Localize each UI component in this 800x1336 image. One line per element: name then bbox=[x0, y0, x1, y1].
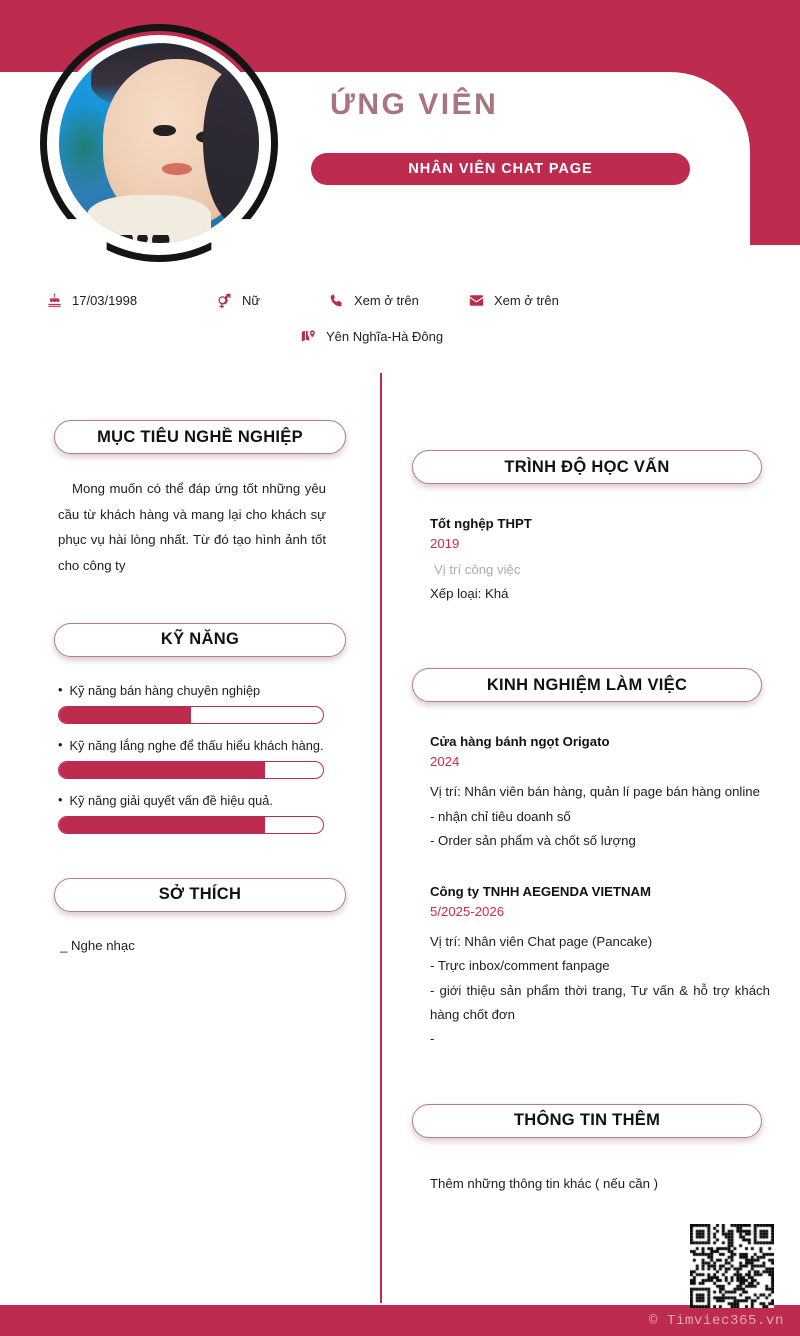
contact-address bbox=[300, 328, 443, 345]
additional-info-text: Thêm những thông tin khác ( nếu cần ) bbox=[430, 1175, 659, 1191]
education-entry-line: Xếp loại: Khá bbox=[430, 586, 509, 601]
skill-progress-fill bbox=[59, 817, 265, 833]
experience-entry-line: - Order sản phẩm và chốt số lượng bbox=[430, 833, 636, 849]
skills-list bbox=[58, 683, 348, 834]
skill-item bbox=[58, 793, 348, 834]
birthday-cake-icon bbox=[46, 292, 63, 309]
section-header-hobbies bbox=[54, 878, 346, 912]
contact-gender-value: Nữ bbox=[242, 292, 261, 308]
objective-text: Mong muốn có thể đáp ứng tốt những yêu cầu từ khách hàng và mang lại cho khách sự phục vụ hài lòng nhất. Từ đó tạo hình ảnh tốt cho công ty bbox=[58, 481, 326, 574]
education-entry-placeholder: Vị trí công việc bbox=[434, 562, 521, 577]
skill-progress-track bbox=[58, 761, 324, 779]
section-header-additional-label: THÔNG TIN THÊM bbox=[513, 1111, 661, 1130]
map-location-icon bbox=[300, 328, 317, 345]
bullet-icon: • bbox=[58, 681, 63, 697]
footer-bar bbox=[0, 1305, 800, 1336]
experience-entry-line: - giới thiệu sản phẩm thời trang, Tư vấn & hỗ trợ khách hàng chốt đơn bbox=[430, 982, 770, 1022]
experience-entry-date: 5/2025-2026 bbox=[430, 903, 505, 919]
experience-entry-date: 2024 bbox=[430, 754, 460, 770]
experience-entry-line: Vị trí: Nhân viên Chat page (Pancake) bbox=[430, 933, 653, 949]
bullet-icon: • bbox=[58, 736, 63, 752]
skill-name: Kỹ năng giải quyết vấn đề hiệu quả. bbox=[69, 792, 273, 808]
gender-icon bbox=[216, 292, 233, 309]
section-header-additional bbox=[412, 1104, 762, 1138]
job-title-badge bbox=[311, 153, 690, 185]
experience-entry-line: - nhận chỉ tiêu doanh số bbox=[430, 808, 571, 824]
contact-birthday bbox=[46, 292, 216, 309]
hobby-item: _ Nghe nhạc bbox=[60, 937, 135, 953]
skill-progress-track bbox=[58, 816, 324, 834]
contact-row-secondary bbox=[0, 318, 800, 354]
experience-entry-line: - Trực inbox/comment fanpage bbox=[430, 958, 610, 974]
job-title-text: NHÂN VIÊN CHAT PAGE bbox=[408, 161, 593, 177]
contact-email-value: Xem ở trên bbox=[494, 292, 559, 308]
skill-progress-track bbox=[58, 706, 324, 724]
skill-name: Kỹ năng bán hàng chuyên nghiệp bbox=[69, 682, 261, 698]
section-header-skills-label: KỸ NĂNG bbox=[160, 630, 240, 649]
avatar-black-ring bbox=[40, 24, 278, 262]
envelope-icon bbox=[468, 292, 485, 309]
contact-phone-value: Xem ở trên bbox=[354, 292, 419, 308]
skill-progress-fill bbox=[59, 762, 265, 778]
contact-email bbox=[468, 292, 559, 309]
experience-entry bbox=[430, 884, 770, 1052]
section-header-education-label: TRÌNH ĐỘ HỌC VẤN bbox=[504, 457, 670, 476]
skill-progress-fill bbox=[59, 707, 191, 723]
bullet-icon: • bbox=[58, 791, 63, 807]
footer-copyright: © Timviec365.vn bbox=[648, 1312, 784, 1329]
spacer bbox=[0, 579, 380, 623]
right-column bbox=[382, 450, 800, 1196]
section-header-objective-label: MỤC TIÊU NGHỀ NGHIỆP bbox=[97, 427, 303, 446]
contact-birthday-value: 17/03/1998 bbox=[72, 292, 138, 308]
experience-entry bbox=[430, 734, 770, 853]
additional-info bbox=[430, 1172, 770, 1196]
section-header-experience bbox=[412, 668, 762, 702]
avatar bbox=[40, 24, 278, 262]
experience-entry-line: Vị trí: Nhân viên bán hàng, quản lí page bán hàng online bbox=[430, 784, 760, 800]
experience-entry-title: Công ty TNHH AEGENDA VIETNAM bbox=[430, 883, 652, 899]
section-header-education bbox=[412, 450, 762, 484]
skill-label-row bbox=[58, 793, 348, 808]
section-header-experience-label: KINH NGHIỆM LÀM VIỆC bbox=[486, 675, 688, 694]
skill-label-row bbox=[58, 738, 348, 753]
skill-label-row bbox=[58, 683, 348, 698]
education-entry bbox=[430, 516, 770, 606]
experience-entry-line: - bbox=[430, 1031, 435, 1047]
hobbies-list bbox=[60, 934, 380, 958]
contact-phone bbox=[328, 292, 468, 309]
section-header-hobbies-label: SỞ THÍCH bbox=[158, 885, 242, 904]
contact-address-value: Yên Nghĩa-Hà Đông bbox=[326, 328, 444, 344]
phone-icon bbox=[328, 292, 345, 309]
contact-row-primary bbox=[0, 282, 800, 318]
education-entry-title: Tốt nghệp THPT bbox=[430, 516, 532, 531]
contact-gender bbox=[216, 292, 328, 309]
skill-item bbox=[58, 683, 348, 724]
spacer bbox=[0, 848, 380, 878]
education-entry-date: 2019 bbox=[430, 536, 460, 551]
left-column bbox=[0, 420, 380, 958]
candidate-title: ỨNG VIÊN bbox=[330, 88, 499, 121]
skill-name: Kỹ năng lắng nghe để thấu hiểu khách hàng. bbox=[69, 737, 324, 753]
contact-info bbox=[0, 282, 800, 354]
skill-item bbox=[58, 738, 348, 779]
qr-code-icon bbox=[690, 1224, 774, 1308]
experience-entry-title: Cửa hàng bánh ngọt Origato bbox=[430, 734, 610, 750]
section-header-objective bbox=[54, 420, 346, 454]
section-header-skills bbox=[54, 623, 346, 657]
